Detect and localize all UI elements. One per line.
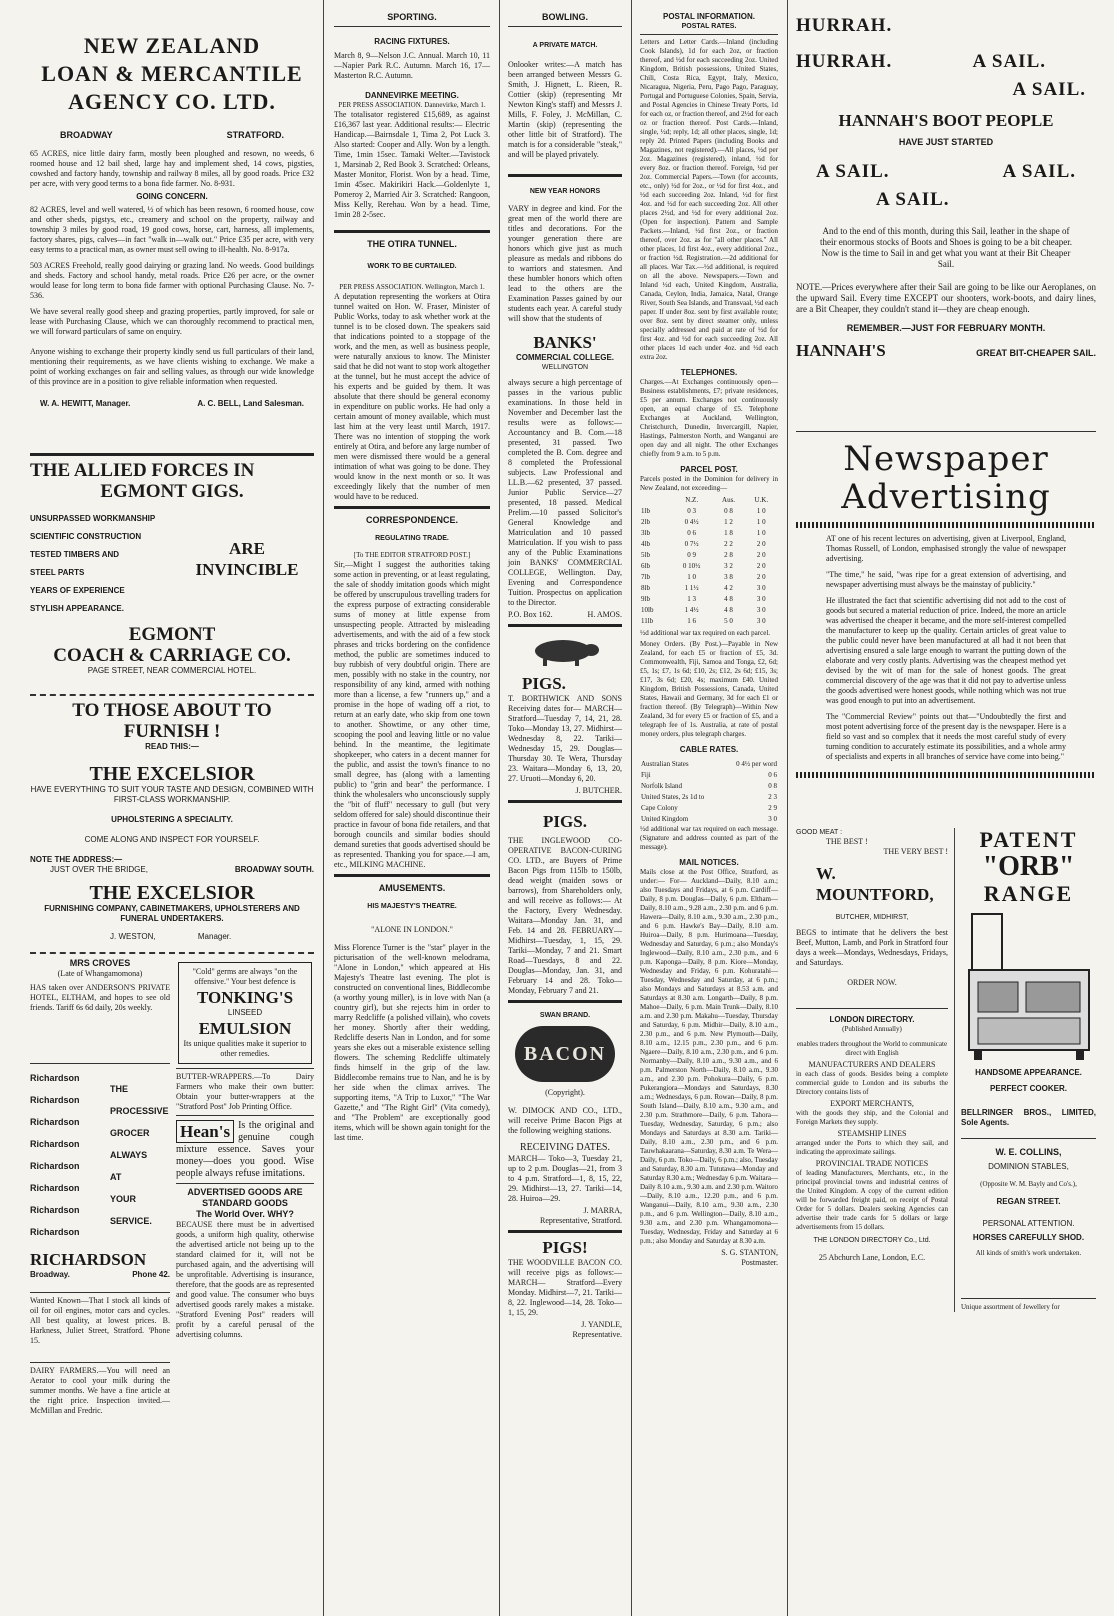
collins-stables: DOMINION STABLES, bbox=[988, 1162, 1069, 1171]
alone-in-london-body: Miss Florence Turner is the "star" player in the picturisation of the well-known melodrama, "Alone in London," which appeared at His Majesty's Theatre last evening. The plot is constructed on conventional lines, Biddlecombe (a worthy young miller), is in love with Nan (a country girl), but she rejects him in order to marry Redcliffe (a polished villain), who covets her money. Shortly after their wedding, Redcliffe deserts Nan in London, and for some years she ekes out a miserable existence selling flowers. The scheming Redcliffe ultimately finds himself in the grip of the law. Biddlecombe remains true to Nan, and he is by her side when the climax arrives. The supporting items, "A Trip to Luxor," "The War Gazette," and "The Right Girl" (Vita comedy), and "The Problem" are exceptionally good items, which will be shown again tonight for the last time. bbox=[334, 943, 490, 1142]
croves-body: HAS taken over ANDERSON'S PRIVATE HOTEL, ELTHAM, and hopes to see old friends. Tariff 6s 6d daily, 20s weekly. bbox=[30, 983, 170, 1012]
table-row bbox=[640, 506, 778, 517]
table-cell: 1 3 bbox=[687, 595, 697, 603]
table-cell: 2 8 bbox=[724, 551, 733, 559]
otira-heading: THE OTIRA TUNNEL. bbox=[367, 239, 457, 249]
honors-heading: NEW YEAR HONORS bbox=[529, 188, 601, 195]
table-cell: United States, 2s 1d to bbox=[641, 793, 705, 801]
table-cell: 1 0 bbox=[687, 573, 697, 581]
nz-listing-1: 65 ACRES, nice little dairy farm, mostly been ploughed and resown, no weeds, 6 roomed house and 12 bail shed, large hay and implement shed, 14 cows, pigsties, cowshed and factory handy, township and railway 8 miles, all by good roads. Price £32 per acre, with very good terms to a bona fide farmer. No. 8-931. bbox=[30, 149, 314, 188]
table-cell: 2 3 bbox=[768, 793, 777, 801]
stove-illustration bbox=[964, 912, 1094, 1062]
allied-line-5: YEARS OF EXPERIENCE bbox=[30, 586, 125, 595]
money-orders-body: Money Orders. (By Post.)—Payable in New Zealand, for each £5 or fraction of £5, 3d. Commonwealth, Fiji, Samoa and Tonga, £2, 6d; £5, 1s; £7, 1s 6d; £10, 2s; £12, 2s 6d; £15, 3s; £17, 3s 6d; £20, 4s; maximum £40. United Kingdom, British Possessions, Canada, United States, Hawaii and Germany, 3d for each £1 or fraction thereof. (By Telegraph)—Within New Zealand, 3d for every £5 or fraction of £5, and a telegraph fee of 1s. Australia, at rate of postal money orders, plus telegraph charges. bbox=[640, 640, 778, 738]
mountford-sub: BUTCHER, MIDHIRST, bbox=[835, 914, 909, 921]
table-cell: 0 6 bbox=[687, 529, 697, 537]
stanton-role: Postmaster. bbox=[741, 1258, 778, 1267]
banks-amos: H. AMOS. bbox=[587, 610, 622, 619]
allied-line-2: SCIENTIFIC CONSTRUCTION bbox=[30, 532, 142, 541]
advertising-title: Advertising bbox=[841, 477, 1051, 517]
banks-location: WELLINGTON bbox=[541, 364, 589, 371]
np-body-1: AT one of his recent lectures on advertising, given at Liverpool, England, Thomas Russell, of London, emphasised strongly the value of newspaper advertising. bbox=[826, 534, 1066, 563]
nz-listing-4: We have several really good sheep and grazing properties, partly improved, for sale or lease with Purchasing Clause, which we can thoroughly recommend to practical men, we will forward particulars of same on enquiry. bbox=[30, 307, 314, 336]
cable-rates-heading: CABLE RATES. bbox=[679, 745, 739, 754]
table-row bbox=[640, 550, 778, 561]
orb-perfect: PERFECT COOKER. bbox=[990, 1084, 1067, 1093]
ld-address: 25 Abchurch Lane, London, E.C. bbox=[818, 1253, 926, 1262]
sail-1: A SAIL. bbox=[972, 51, 1046, 72]
newspaper-advertising-article bbox=[796, 440, 1096, 778]
cable-table bbox=[640, 759, 778, 825]
receiving-dates-heading: RECEIVING DATES. bbox=[520, 1142, 610, 1153]
egmont-title-1: EGMONT bbox=[128, 624, 216, 645]
parcel-post-body: Parcels posted in the Dominion for delivery in New Zealand, not exceeding— bbox=[640, 475, 778, 492]
ld-provincial: PROVINCIAL TRADE NOTICES bbox=[815, 1159, 929, 1168]
richardson-name: Richardson bbox=[30, 1095, 80, 1105]
excelsior-manager: Manager. bbox=[197, 932, 232, 941]
allied-are: ARE bbox=[229, 539, 265, 558]
nz-salesman: A. C. BELL, Land Salesman. bbox=[197, 399, 304, 408]
tonkings-body: Its unique qualities make it superior to other remedies. bbox=[183, 1039, 307, 1058]
column-rule bbox=[787, 0, 788, 1616]
nz-loc-right: STRATFORD. bbox=[226, 130, 284, 140]
nz-listing-5: Anyone wishing to exchange their property kindly send us full particulars of their land, mentioning their requirements, as we have clients wishing to exchange. We make a point of working exchanges on fair and selling values, as through our wide knowledge of this province are in a position to give reliable information when requested. bbox=[30, 347, 314, 386]
hannah-boot-people: HANNAH'S BOOT PEOPLE bbox=[838, 111, 1054, 130]
parcel-note: ½d additional war tax required on each parcel. bbox=[640, 629, 771, 637]
postal-info-heading: POSTAL INFORMATION. bbox=[663, 12, 755, 21]
allied-line-6: STYLISH APPEARANCE. bbox=[30, 604, 124, 613]
cable-note: ½d additional war tax required on each message. (Signature and address counted as part of the message). bbox=[640, 825, 778, 851]
table-row bbox=[640, 594, 778, 605]
ld-body-4: arranged under the Ports to which they sail, and indicating the approximate sailings. bbox=[796, 1139, 948, 1156]
good-meat: GOOD MEAT : bbox=[796, 829, 843, 836]
richardson-phone: Phone 42. bbox=[132, 1270, 170, 1279]
furnish-read: READ THIS:— bbox=[145, 742, 199, 751]
pigs-2-body: THE INGLEWOOD CO-OPERATIVE BACON-CURING CO. LTD., are Buyers of Prime Bacon Pigs from 115lb to 150lb, dead weight (maiden sows or barrows), from Shareholders only, and will receive as follows:— At the Factory, Every Wednesday. Waitara—Monday Jan. 31, and Feb. 14 and 28. FEBRUARY— Midhirst—Tuesday, 1, 15, 29. Tariki—Monday, 7 and 21. Smart Road—Tuesdays, 8 and 22. Douglas—Monday, Jan. 31, and February 14 and 28. Toko—Monday, February 7 and 21. bbox=[508, 836, 622, 995]
richardson-word: GROCER bbox=[110, 1128, 150, 1138]
table-cell: 11lb bbox=[641, 617, 654, 625]
table-cell: 3 0 bbox=[756, 617, 766, 625]
hannahs-ad bbox=[796, 12, 1096, 361]
table-cell: 0 8 bbox=[724, 507, 733, 515]
richardson-name: Richardson bbox=[30, 1117, 80, 1127]
advertised-goods-ad bbox=[176, 1187, 314, 1340]
collins-regan: REGAN STREET. bbox=[996, 1197, 1061, 1206]
table-cell: 7lb bbox=[641, 573, 650, 581]
allied-line-1: UNSURPASSED WORKMANSHIP bbox=[30, 514, 156, 523]
postal-rates-body: Letters and Letter Cards.—Inland (including Cook Islands), 1d for each 2oz, or fraction thereof, and ½d for each succeeding 2oz. United Kingdom, British possessions, United States, Chili, Costa Rica, Egypt, Italy, Mexico, Nicaragua, Nigeria, Peru, Pago Pago, Paraguay, Portugal and Portuguese Colonies, Spain, Servia, and Postal Agencies in Chinese Treaty Ports, 1d for each oz, or fraction thereof, and 2½d for each oz or fraction thereof. Post Cards.—Inland, single, ½d; reply, 1d; all other places, single, 1d; reply 2d. Printed Papers (including Books and Magazines, not registered).—All places, ½d per 2oz. Magazines (registered), inland, ½d for every 8oz. or fraction thereof. Foreign, ½d per 2oz. Commercial Papers.—Town (for accounts, etc., only) ½d for 2oz., or ½d for first 4oz., and ½d each succeeding 2oz. Inland, ½d for first 4oz. and ½d for each succeeding 2oz. All other places 2½d, and ½d for every additional 2oz. (Open for inspection). Pattern and Sample Packets.—Inland, ½d first 2oz., or fraction thereof, over 2oz. as for "all other places." All other places, 1d first 4oz., every additional 2oz., or fraction ½d. Registration.—2d additional for all places. War Tax.—½d additional, is required on all the above. Newspapers.—Town and Inland ½d each, United Kingdom, Australia, Canada, Ceylon, India, Jamaica, Natal, Orange River, South Sea Islands, and Transvaal, ½d each paper. If under 8oz. sent by first available route; over 8oz. sent by direct steamer only, unless specially addressed and paid at rate of ½d for first 4oz. and ½d for each succeeding 2oz. All other places 1d each under 4oz. and ½d each extra 2oz. bbox=[640, 38, 778, 361]
excelsior-broadway: BROADWAY SOUTH. bbox=[234, 865, 314, 874]
excelsior-come: COME ALONG AND INSPECT FOR YOURSELF. bbox=[84, 835, 260, 844]
bacon-pig-logo: BACON bbox=[515, 1026, 615, 1082]
correspondence-body: Sir,—Might I suggest the authorities taking some action in preventing, or at least regulating, the sale of shoddy imitation goods which might be offered by unscrupulous travelling traders for the express purpose of extracting considerable sums of money at little expense from unsuspecting people. Attracted by misleading advertisements, and with the aid of a few stock phrases and tricks bordering on the confidence method, the public are sometimes induced to buy rubbish of very doubtful origin. There are men, possibly with no stake in the country, nor responsibility of any kind, armed with nothing more than a license, a few "runners up," and a promise in the hope of wading off a riot, to return at an early date, who skip from one town to another. Showtime, or any other time, scooping the pool and leaving little or no value behind. In the meantime, the legitimate shopkeeper, who caters in a decent manner for the public, and assist the town's finance to no small degree, has (along with a lamenting public) to "grin and bear" the performance. I think the wholesalers who unconsciously supply the "bit of fluff" necessary to gull (but very seldom offered for sale) should discontinue their practice in favour of bona fide retailers, and that borough councils and similar bodies should demand sureties that goods advertised should be as represented. Thanking you for space.—I am, etc., MILKING MACHINE. bbox=[334, 560, 490, 869]
table-cell: 2 0 bbox=[756, 551, 766, 559]
banks-box: P.O. Box 162. bbox=[508, 610, 553, 619]
column-rule bbox=[499, 0, 500, 1616]
table-cell: 0 8 bbox=[768, 782, 777, 790]
table-cell: 2lb bbox=[641, 518, 650, 526]
richardson-big: RICHARDSON bbox=[30, 1250, 147, 1269]
hannah-note: NOTE.—Prices everywhere after their Sail are going to be like our Aeroplanes, on the upward Sail. Every time EXCEPT our shooters, work-boots, and dairy lines, are a Bit Cheaper, they couldn't stand it—they are cheap enough. bbox=[796, 282, 1096, 314]
orb-title: "ORB" bbox=[982, 851, 1075, 882]
croves-title: MRS CROVES bbox=[69, 958, 131, 968]
ld-export: EXPORT MERCHANTS, bbox=[830, 1099, 914, 1108]
dannevirke-byline: PER PRESS ASSOCIATION. Dannevirke, March 1. bbox=[338, 101, 486, 109]
allied-invincible: INVINCIBLE bbox=[195, 560, 299, 579]
table-cell: 9lb bbox=[641, 595, 650, 603]
richardson-broadway: Broadway. bbox=[30, 1270, 70, 1279]
column-4 bbox=[634, 0, 784, 1616]
table-cell: 3 0 bbox=[756, 595, 766, 603]
collins-name: W. E. COLLINS, bbox=[995, 1147, 1062, 1157]
ld-body-5: of leading Manufacturers, Merchants, etc., in the principal provincial towns and industrial centres of the United Kingdom. A copy of the current edition will be forwarded freight paid, on receipt of Postal Order for 5 dollars. Dealers seeking Agencies can advertise their trade cards for 5 dollars or large advertisements from 15 dollars. bbox=[796, 1169, 948, 1231]
table-cell: 2 0 bbox=[756, 573, 766, 581]
ld-title: LONDON DIRECTORY. bbox=[829, 1015, 915, 1024]
richardson-word: SERVICE. bbox=[110, 1216, 152, 1226]
nz-title-2: LOAN & MERCANTILE bbox=[41, 61, 303, 86]
banks-sub: COMMERCIAL COLLEGE. bbox=[515, 353, 615, 362]
marra-role: Representative, Stratford. bbox=[540, 1216, 622, 1225]
mountford-name: W. MOUNTFORD, bbox=[816, 864, 934, 904]
table-cell: 2 9 bbox=[768, 804, 777, 812]
sail-5: A SAIL. bbox=[876, 189, 950, 210]
furnish-title-1: TO THOSE ABOUT TO bbox=[72, 700, 272, 721]
orb-handsome: HANDSOME APPEARANCE. bbox=[975, 1068, 1082, 1077]
egmont-address: PAGE STREET, NEAR COMMERCIAL HOTEL. bbox=[87, 666, 257, 675]
table-row bbox=[640, 605, 778, 616]
adv-goods-why: The World Over. WHY? bbox=[196, 1209, 294, 1219]
np-body-2: "The time," he said, "was ripe for a great extension of advertising, and newspaper advertising must always be the mainstay of publicity." bbox=[826, 570, 1066, 589]
harkness-ad: Wanted Known—That I stock all kinds of oil for oil engines, motor cars and cycles. All best quality, at lowest prices. B. Harkness, Juliet Street, Stratford. 'Phone 15. bbox=[30, 1296, 170, 1345]
racing-heading: RACING FIXTURES. bbox=[374, 37, 450, 46]
bowling-heading: BOWLING. bbox=[542, 12, 588, 22]
sporting-heading: SPORTING. bbox=[387, 12, 437, 22]
richardson-ad bbox=[30, 1067, 170, 1243]
correspondence-to: [To THE EDITOR STRATFORD POST.] bbox=[353, 551, 471, 559]
collins-horses: HORSES CAREFULLY SHOD. bbox=[972, 1233, 1085, 1242]
table-cell: 10lb bbox=[641, 606, 654, 614]
table-cell: 1 2 bbox=[724, 518, 733, 526]
ld-sub: (Published Annually) bbox=[842, 1025, 902, 1033]
otira-body: A deputation representing the workers at Otira tunnel waited on Hon. W. Fraser, Minister of Public Works, today to ask whether work at the tunnel is to be closed down. The speakers said that indications pointed to a stoppage of the work, and the men, as well as business people, were naturally anxious to know. The Minister said that he did not want to stop work altogether at the tunnel, but he must accept the advice of his experts and be guided by them. It was absolute that there should be general economy in expenditure on public works. He had only a certain amount of money available, which must last him at the very least until March, 1917. There was no intention of stopping the work entirely at Otira, and before any large number of men were dismissed there would be a general intimation of what was going to be done. They would know in the next month or so. It was exceedingly likely that the number of men would have to be reduced. bbox=[334, 292, 490, 501]
column-rule bbox=[631, 0, 632, 1616]
tonkings-emulsion: EMULSION bbox=[198, 1019, 292, 1038]
bowling-body: Onlooker writes:—A match has been arranged between Messrs G. Smith, J. Hignett, L. Rieen, R. Cottier (skip) (representing Mr Newton King's staff) and Messrs J. Mills, F. Foley, J. McMillan, C. Martin (skip) (representing the other little bit of Stratford). The match is for a considerable "steak," and will be played privately. bbox=[508, 60, 622, 159]
table-cell: Cape Colony bbox=[641, 804, 678, 812]
ld-steamship: STEAMSHIP LINES bbox=[837, 1129, 907, 1138]
allied-title-1: THE ALLIED FORCES IN bbox=[30, 460, 255, 481]
furnish-title-2: FURNISH ! bbox=[123, 721, 221, 742]
tonkings-ad bbox=[178, 962, 312, 1064]
table-cell: 0 4½ per word bbox=[736, 760, 777, 768]
column-rule bbox=[323, 0, 324, 1616]
excelsior-bridge: JUST OVER THE BRIDGE, bbox=[50, 865, 148, 874]
stanton-name: S. G. STANTON, bbox=[721, 1248, 778, 1257]
table-row bbox=[640, 781, 778, 792]
newspaper-title: Newspaper bbox=[843, 439, 1049, 479]
egmont-title-2: COACH & CARRIAGE CO. bbox=[53, 645, 291, 666]
croves-sub: (Late of Whangamomona) bbox=[57, 969, 143, 978]
decorative-rule bbox=[796, 522, 1096, 528]
richardson-name: Richardson bbox=[30, 1161, 80, 1171]
table-cell: 0 3 bbox=[687, 507, 697, 515]
adv-goods-body: BECAUSE there must be in advertised goods, a uniform high quality, otherwise the advertised article not being up to the standard claimed for it, will not be purchased again, and the advertising will be unprofitable. Advertising is insurance, therefore, that the goods are as represented and good value. The consumer who buys advertised goods rarely makes a mistake. "Stratford Evening Post" readers will profit by a careful perusal of the advertising columns. bbox=[176, 1220, 314, 1339]
sail-3: A SAIL. bbox=[816, 161, 890, 182]
bellringer-body: BELLRINGER BROS., LIMITED, Sole Agents. bbox=[961, 1108, 1096, 1127]
telephones-heading: TELEPHONES. bbox=[680, 368, 738, 377]
table-cell: 3 8 bbox=[724, 573, 733, 581]
table-cell: 5 0 bbox=[724, 617, 733, 625]
pigs-3-body: THE WOODVILLE BACON CO. will receive pigs as follows:— MARCH— Stratford—Every Monday. Midhirst—7, 21. Tariki—8, 22. Inglewood—14, 28. Toko—1, 15, 29. bbox=[508, 1258, 622, 1317]
correspondence-heading: CORRESPONDENCE. bbox=[365, 515, 458, 525]
table-row bbox=[640, 561, 778, 572]
pig-icon bbox=[525, 633, 605, 667]
banks-title: BANKS' bbox=[533, 333, 597, 352]
richardson-name: Richardson bbox=[30, 1183, 80, 1193]
parcel-col-header: N.Z. bbox=[685, 496, 699, 504]
table-cell: 4lb bbox=[641, 540, 650, 548]
mountford-ad bbox=[796, 828, 948, 988]
excelsior-sub: HAVE EVERYTHING TO SUIT YOUR TASTE AND DESIGN, COMBINED WITH FIRST-CLASS WORKMANSHIP. bbox=[30, 785, 314, 804]
excelsior-ad bbox=[30, 700, 314, 942]
mail-notices-heading: MAIL NOTICES. bbox=[679, 858, 739, 867]
adv-goods-title: ADVERTISED GOODS ARE STANDARD GOODS bbox=[187, 1187, 303, 1208]
amusements-heading: AMUSEMENTS. bbox=[378, 883, 446, 893]
tonkings-quote: "Cold" germs are always "on the offensive." Your best defence is bbox=[192, 967, 298, 986]
collins-opposite: (Opposite W. M. Bayly and Co's.), bbox=[980, 1180, 1077, 1188]
richardson-name: Richardson bbox=[30, 1139, 80, 1149]
decorative-rule bbox=[796, 772, 1096, 778]
telephones-body: Charges.—At Exchanges continuously open—Business establishments, £7; private residences, £5 per annum. Exchanges not continuously open, an equal charge of £5. Telephone Exchanges at Auckland, Wellington, Christchurch, Dunedin, Invercargill, Napier, Hastings, Palmerston North, and Wanganui are open day and all night. The other Exchanges chiefly from 9 a.m. to 5 p.m. bbox=[640, 378, 778, 458]
orb-patent: PATENT bbox=[979, 827, 1078, 852]
nz-title-1: NEW ZEALAND bbox=[83, 33, 261, 58]
excelsior-weston: J. WESTON, bbox=[110, 932, 156, 941]
tonkings-title: TONKING'S bbox=[196, 988, 294, 1007]
allied-forces-ad bbox=[30, 460, 314, 676]
croves-ad bbox=[30, 958, 170, 1013]
bacon-copyright: (Copyright). bbox=[545, 1088, 585, 1097]
table-cell: Fiji bbox=[641, 771, 651, 779]
pigs-1-body: T. BORTHWICK AND SONS Receiving dates for— MARCH— Stratford—Tuesday 7, 14, 21, 28. Toko—Monday 13, 27. Midhirst—Wednesday 8, 22. Tariki—Wednesday 15, 29. Douglas—Thursday 30. Te Wera, Thursday 23. Waitara—Monday 6, 13, 20, 27. Uruoti—Monday 6, 20. bbox=[508, 694, 622, 783]
heans-title: Hean's bbox=[176, 1120, 234, 1143]
table-cell: 1lb bbox=[641, 507, 650, 515]
table-row bbox=[640, 517, 778, 528]
dannevirke-body: The totalisator registered £15,689, as against £16,367 last year. Additional results:— Electric Handicap.—Bairnsdale 1, Tima 2, Pot Luck 3. Also started: Cooper and Ally. Won by a length. Time, 1min 15sec. Tamaki Welter.—Tavistock 1, Marsinab 2, Red Book 3. Scratched: Orleans, Master Monitor, Florist. Won by a head. Time, 1min 45sec. Makirikiri Hack.—Goldenlyte 1, Pomeroy 2, Married Air 3. Scratched: Rangoon, Miss Kelly, Rerehau. Won by a head. Time, 1min 28 2-5sec. bbox=[334, 110, 490, 219]
sail-2: A SAIL. bbox=[1012, 79, 1086, 100]
richardson-word: AT bbox=[110, 1172, 122, 1182]
orb-range: RANGE bbox=[983, 881, 1074, 906]
dimock-body: W. DIMOCK AND CO., LTD., will receive Prime Bacon Pigs at the following weighing stations. bbox=[508, 1106, 622, 1135]
table-row bbox=[640, 539, 778, 550]
orb-range-ad bbox=[961, 828, 1096, 1128]
table-cell: 1 1½ bbox=[684, 584, 699, 592]
allied-line-3: TESTED TIMBERS AND bbox=[30, 550, 120, 559]
swan-brand: SWAN BRAND. bbox=[539, 1012, 591, 1019]
mail-notices-body: Mails close at the Post Office, Stratford, as under:— For— Auckland—Daily, 8.10 a.m.; also Tuesdays and Fridays, at 6 p.m. Cardiff—Daily, 8 p.m. Douglas—Daily, 6 p.m. Eltham—Daily, 8.10 a.m., 9.28 a.m., 2.30 p.m. and 6 p.m. Hawera—Daily, 8.10 a.m., 9.30 a.m., 2.30 p.m., and 6 p.m. Hawke's Bay—Daily, 8.10 a.m. Huiroa—Daily, 8 p.m. Hurimoana—Tuesday, Wednesday and Saturday, 6 p.m.; also Monday's Inglewood—Daily, 8.10 a.m., 2.30 p.m., and 6 p.m. Kaponga—Daily, 8 p.m. Kiore—Monday, Wednesday and Friday, 6 p.m. Kohuratahi—Tuesday, Wednesday and Saturday, at 6 p.m.; also Mondays and Saturdays at 8.53 a.m. and Saturdays at 8.30 a.m. Longarth—Daily, 8 p.m. Mahoe—Daily, 6 p.m. Main Trunk—Daily, 8.10 a.m. and 2.30 p.m. Makahu—Tuesday, Thursday and Saturday, 6 p.m. Midhir—Daily, 8.10 a.m., 2.30 p.m., and 6 p.m. New Plymouth—Daily, 8.10 a.m., 12.15 p.m., 2.30 p.m., and 6 p.m. Ngaere—Daily, 8.10 a.m., 2.30 p.m., and 6 p.m. Normanby—Daily, 8.10 a.m., 9.30 a.m., and 6 p.m. Palmerston North—Daily, 8.10 a.m., 9.30 a.m., and 2.30 p.m. Pohokura—Daily, 6 p.m. Pukerangiora—Mondays and Saturdays, 8.30 a.m.; Wednesdays, 6 p.m. Rowan—Daily, 8 p.m. South Island—Daily, 8.10 a.m., 9.30 a.m., and 2.30 p.m. Strathmore—Daily, 6 p.m. Tahora—Tuesday, Wednesday, Saturday, 6 p.m.; also Mondays and Saturdays at 8.30 a.m. Tariki—Daily, 8.10 a.m., 2.30 p.m., and 6 p.m. Tauwhakaarana—Saturday, 8.30 a.m. Te Wera—Daily, 6 p.m. Toko—Daily, 6 p.m.; also, Tuesday and Saturday, 8.30 a.m. Tututawa—Monday and Saturday 8.30 a.m.; Wednesday 6 p.m. Waitara—Daily 8.10 a.m., 9.30 a.m. and 2.30 p.m. Waitoro—Daily, 8.10 a.m., 12.20 p.m., and 6 p.m. Wanganui—Daily, 8.10 a.m., 9.30 a.m., 2.30 p.m., and 6 p.m. Wellington—Daily, 8.10 a.m., 9.30 a.m., and 2.30 p.m. Whangamomona—Tuesday, Wednesday, Friday and Saturday at 6 p.m.; also Monday and Saturday at 8.30 a.m. bbox=[640, 868, 779, 1245]
table-cell: 0 10½ bbox=[682, 562, 701, 570]
excelsior-title: THE EXCELSIOR bbox=[89, 763, 255, 785]
richardson-name: Richardson bbox=[30, 1227, 80, 1237]
table-row bbox=[640, 616, 778, 627]
table-cell: Australian States bbox=[641, 760, 689, 768]
np-body-3: He illustrated the fact that scientific advertising did not add to the cost of goods but secured a material reduction of price. Indeed, the more an article was advertised the cheaper it became, and the more self-interest compelled the manufacturer to keep up the quality. Certain articles of great value to the public could never have been manufactured at all had it not been that advertising ensured a sale large enough to warrant the putting down of the elaborate and very costly plants. Advertising was the cheapest method yet devised by the wit of man for the sale of honest goods. The great commercial discovery of the age was that it did not pay to advertise unless the goods advertised were honest goods, while nothing which was not true was good enough to put into an advertisement. bbox=[826, 596, 1066, 705]
table-cell: 1 0 bbox=[756, 507, 766, 515]
table-cell: 6lb bbox=[641, 562, 650, 570]
parcel-col-header bbox=[640, 495, 671, 506]
table-cell: 4 2 bbox=[724, 584, 733, 592]
table-cell: 3 0 bbox=[756, 584, 766, 592]
pigs-3-title: PIGS! bbox=[542, 1238, 588, 1257]
table-cell: 3 2 bbox=[724, 562, 733, 570]
nz-manager: W. A. HEWITT, Manager. bbox=[40, 399, 131, 408]
table-cell: 1 4½ bbox=[684, 606, 699, 614]
table-cell: 1 6 bbox=[687, 617, 697, 625]
order-now: ORDER NOW. bbox=[847, 978, 897, 987]
table-row bbox=[640, 528, 778, 539]
honors-body-1: VARY in degree and kind. For the great men of the world there are titles and decorations. For the younger generation there are honors which give just as much pleasure as medals and ribbons do to warriors and statesmen. And these humbler honors which often lead to the others are the Examination Passes gained by our students each year. A careful study will show that the students of bbox=[508, 204, 622, 323]
table-cell: 0 7½ bbox=[684, 540, 699, 548]
the-very-best: THE VERY BEST ! bbox=[883, 847, 948, 856]
table-cell: 1 8 bbox=[724, 529, 733, 537]
table-row bbox=[640, 583, 778, 594]
pigs-1-butcher: J. BUTCHER. bbox=[575, 786, 622, 795]
table-cell: 0 9 bbox=[687, 551, 697, 559]
hurrah-1: HURRAH. bbox=[796, 15, 893, 36]
hurrah-2: HURRAH. bbox=[796, 51, 893, 72]
table-cell: 1 0 bbox=[756, 529, 766, 537]
column-2 bbox=[328, 0, 496, 1616]
just-started: HAVE JUST STARTED bbox=[898, 137, 994, 147]
allied-title-2: EGMONT GIGS. bbox=[100, 481, 244, 502]
pigs-2-title: PIGS. bbox=[543, 812, 587, 831]
ld-body-1: enables traders throughout the World to communicate direct with English bbox=[796, 1040, 948, 1057]
private-match-heading: A PRIVATE MATCH. bbox=[532, 42, 598, 49]
parcel-post-heading: PARCEL POST. bbox=[680, 465, 738, 474]
marra-name: J. MARRA, bbox=[583, 1206, 622, 1215]
otira-sub: WORK TO BE CURTAILED. bbox=[367, 263, 457, 270]
remember-feb: REMEMBER.—JUST FOR FEBRUARY MONTH. bbox=[846, 323, 1046, 333]
hannahs-footer: HANNAH'S bbox=[796, 341, 886, 360]
table-cell: 2 0 bbox=[756, 540, 766, 548]
table-cell: 2 0 bbox=[756, 562, 766, 570]
nz-going-concern: GOING CONCERN. bbox=[136, 192, 208, 201]
the-best: THE BEST ! bbox=[826, 837, 868, 846]
table-row bbox=[640, 770, 778, 781]
excelsior-title-2: THE EXCELSIOR bbox=[89, 882, 255, 904]
pigs-1-title: PIGS. bbox=[522, 674, 566, 693]
parcel-col-header: Aus. bbox=[722, 496, 736, 504]
receiving-dates-body: MARCH— Toko—3, Tuesday 21, up to 2 p.m. Douglas—21, from 3 to 4 p.m. Stratford—1, 8, 15, 22, 29. Midhirst—13, 27. Tariki—14, 28. Huiroa—29. bbox=[508, 1154, 622, 1203]
table-row bbox=[640, 572, 778, 583]
butter-wrappers-ad: BUTTER-WRAPPERS.—To Dairy Farmers who make their own butter: Obtain your butter-wrappers at the "Stratford Post" Job Printing Office. bbox=[176, 1072, 314, 1111]
ld-body-3: with the goods they ship, and the Colonial and Foreign Markets they supply. bbox=[796, 1109, 948, 1126]
racing-body: March 8, 9—Nelson J.C. Annual. March 10, 11—Napier Park R.C. Autumn. March 16, 17—Masterton R.C. Autumn. bbox=[334, 51, 490, 80]
richardson-name: Richardson bbox=[30, 1205, 80, 1215]
table-cell: United Kingdom bbox=[641, 815, 689, 823]
ld-company: THE LONDON DIRECTORY Co., Ltd. bbox=[813, 1237, 931, 1244]
postal-rates-heading: POSTAL RATES. bbox=[681, 23, 737, 30]
table-cell: 0 4½ bbox=[684, 518, 699, 526]
hannah-body: And to the end of this month, during this Sail, leather in the shape of their enormous stocks of Boots and Shoes is going to be a bit cheaper. Now is the time to Sail in and get what you want at their Bit Cheaper Sail. bbox=[820, 226, 1072, 269]
column-1 bbox=[24, 0, 320, 1616]
table-cell: Norfolk Island bbox=[641, 782, 683, 790]
majesty-heading: HIS MAJESTY'S THEATRE. bbox=[367, 903, 457, 910]
table-row bbox=[640, 759, 778, 770]
excelsior-upholster: UPHOLSTERING A SPECIALITY. bbox=[111, 815, 233, 824]
yandle-name: J. YANDLE, bbox=[581, 1320, 622, 1329]
richardson-name: Richardson bbox=[30, 1073, 80, 1083]
jewellery-line: Unique assortment of Jewellery for bbox=[961, 1303, 1060, 1311]
richardson-word: YOUR bbox=[110, 1194, 137, 1204]
table-row bbox=[640, 792, 778, 803]
otira-byline: PER PRESS ASSOCIATION. Wellington, March 1. bbox=[339, 283, 485, 291]
np-body-4: The "Commercial Review" points out that—"Undoubtedly the first and most potent advertising force of the present day is the newspaper. Here is a field so vast and so complex that it needs the most careful study of every turning condition to accurately estimate its possibilities, and a whole army of specialists and experts in all branches of service have come into being." bbox=[826, 712, 1066, 761]
table-cell: 3lb bbox=[641, 529, 650, 537]
table-cell: 0 6 bbox=[768, 771, 777, 779]
correspondence-sub: REGULATING TRADE. bbox=[375, 535, 449, 542]
collins-personal: PERSONAL ATTENTION. bbox=[982, 1219, 1075, 1228]
london-directory-ad bbox=[796, 1015, 948, 1263]
richardson-word: ALWAYS bbox=[110, 1150, 148, 1160]
excelsior-sub-2: FURNISHING COMPANY, CABINETMAKERS, UPHOLSTERERS AND FUNERAL UNDERTAKERS. bbox=[44, 904, 300, 923]
table-cell: 4 8 bbox=[724, 595, 733, 603]
dairy-ad: DAIRY FARMERS.—You will need an Aerator to cool your milk during the summer months. We have a fine article at the right price. Inspection invited.—McMillan and Fredric. bbox=[30, 1366, 170, 1415]
honors-body-2: always secure a high percentage of passes in the various public examinations. In those held in November and December last the results were as follows:— Accountancy and B. Com.—18 presented, 31 passed. Two completed the B. Com. degree and 8 completed the Professional subjects. Law Professional and LL.B.—62 presented, 37 passed. Junior Public Service—27 presented, 18 passed. Medical Prelim.—10 passed Solicitor's General Knowledge and Matriculation and 10 passed Matriculation. If you wish to pass any of the Public Examinations join BANKS' COMMERCIAL COLLEGE, Wellington. Day, Evening and Correspondence Tuition. Prospectus on application to the Director. bbox=[508, 378, 622, 607]
nz-title-3: AGENCY CO. LTD. bbox=[68, 89, 276, 114]
column-5 bbox=[790, 0, 1102, 1616]
heans-body: Is the original and genuine cough mixture essence. Saves your money—does you good. Wise people always refuse imitations. bbox=[176, 1120, 314, 1179]
nz-loan-ad bbox=[30, 32, 314, 413]
ld-manufacturers: MANUFACTURERS AND DEALERS bbox=[808, 1060, 936, 1069]
yandle-role: Representative. bbox=[572, 1330, 622, 1339]
tonkings-linseed: LINSEED bbox=[227, 1008, 263, 1017]
table-cell: 8lb bbox=[641, 584, 650, 592]
allied-line-4: STEEL PARTS bbox=[30, 568, 85, 577]
column-3 bbox=[502, 0, 628, 1616]
nz-loc-left: BROADWAY bbox=[60, 130, 113, 140]
nz-listing-2: 82 ACRES, level and well watered, ½ of which has been resown, 6 roomed house, cow and other sheds, pigstys, etc., creamery and school on the property, railway and township 3 miles by good road, 19 good cows, horse, cart, harness, all implements, factory shares, pigs, calves—in fact "walk in—walk out." Price £35 per acre, with very easy terms to a practical man, as owner must sell owing to ill-health. No. 8-917a. bbox=[30, 205, 314, 254]
table-cell: 2 2 bbox=[724, 540, 733, 548]
richardson-word: THE bbox=[110, 1084, 128, 1094]
table-row bbox=[640, 814, 778, 825]
richardson-word: PROCESSIVE bbox=[110, 1106, 169, 1116]
ld-body-2: in each class of goods. Besides being a complete commercial guide to London and its suburbs the Directory contains lists of bbox=[796, 1070, 948, 1096]
table-cell: 1 0 bbox=[756, 518, 766, 526]
table-cell: 5lb bbox=[641, 551, 650, 559]
table-cell: 4 8 bbox=[724, 606, 733, 614]
sail-4: A SAIL. bbox=[1002, 161, 1076, 182]
dannevirke-heading: DANNEVIRKE MEETING. bbox=[365, 91, 459, 100]
table-row bbox=[640, 803, 778, 814]
nz-listing-3: 503 ACRES Freehold, really good dairying or grazing land. No weeds. Good buildings and sheds. Factory and school handy, metal roads. Price £26 per acre, or the owner would lease for long term to bona fide farmer with optional Purchasing Clause. No. 7-536. bbox=[30, 261, 314, 300]
mountford-body: BEGS to intimate that he delivers the best Beef, Mutton, Lamb, and Pork in Stratford four days a week—Mondays, Wednesdays, Fridays, and Saturdays. bbox=[796, 928, 948, 967]
parcel-col-header: U.K. bbox=[754, 496, 769, 504]
alone-in-london-heading: "ALONE IN LONDON." bbox=[371, 925, 453, 934]
heans-ad bbox=[176, 1120, 314, 1180]
table-cell: 3 0 bbox=[768, 815, 777, 823]
collins-smith: All kinds of smith's work undertaken. bbox=[975, 1249, 1082, 1257]
excelsior-note: NOTE THE ADDRESS:— bbox=[30, 855, 123, 864]
great-sail: GREAT BIT-CHEAPER SAIL. bbox=[976, 348, 1096, 358]
table-cell: 3 0 bbox=[756, 606, 766, 614]
collins-ad bbox=[961, 1147, 1096, 1258]
parcel-table bbox=[640, 495, 778, 627]
